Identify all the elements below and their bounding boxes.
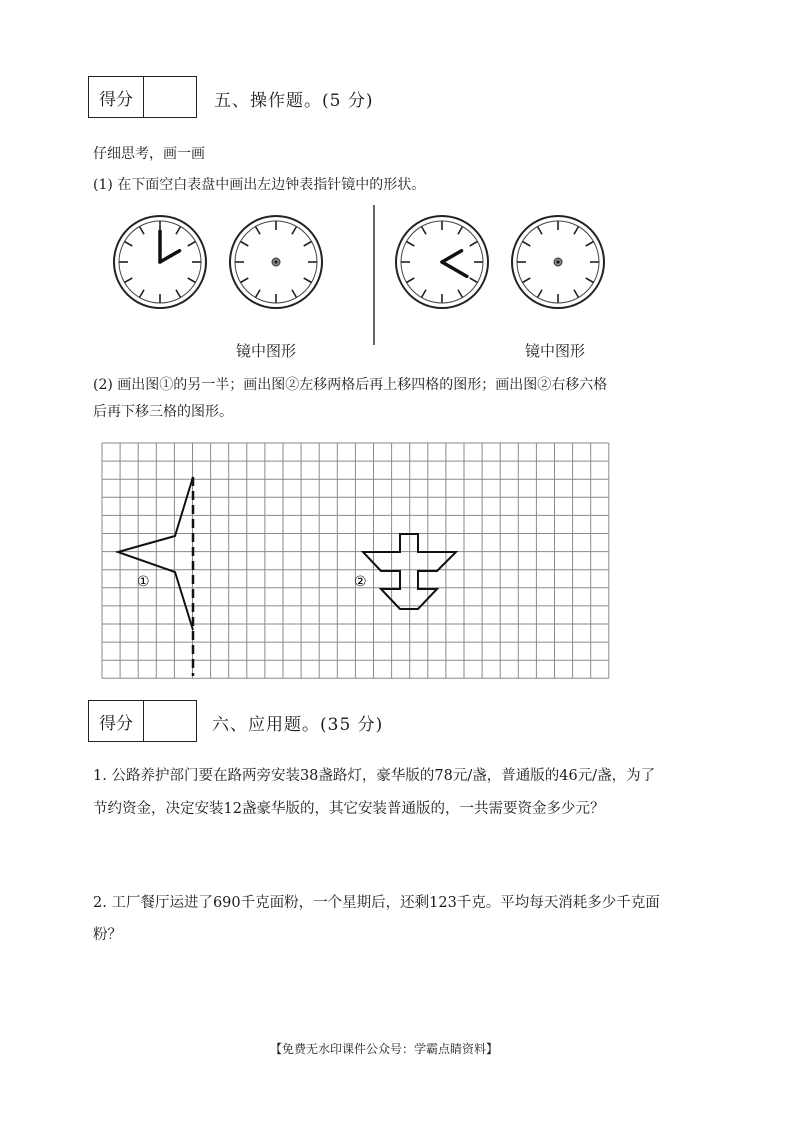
score-blank: [144, 77, 196, 117]
problem1-line2: 节约资金，决定安装12盏豪华版的，其它安装普通版的，一共需要资金多少元？: [93, 801, 605, 817]
mirror-label-1: 镜中图形: [236, 342, 297, 360]
figure1-label: ①: [137, 574, 150, 590]
problem1-line1: 1. 公路养护部门要在路两旁安装38盏路灯，豪华版的78元/盏，普通版的46元/盏，为了: [93, 768, 656, 784]
score-blank: [144, 701, 196, 741]
problem2-line2: 粉？: [93, 927, 122, 943]
figure2-label: ②: [354, 574, 367, 590]
section5-title: 五、操作题。(5 分): [214, 91, 374, 111]
grid-figure: [100, 441, 610, 689]
score-label: 得分: [89, 701, 144, 741]
score-box-section6: [88, 700, 197, 742]
clock-original-1: [114, 216, 206, 308]
clock-blank-2: [512, 216, 604, 308]
section6-title: 六、应用题。(35 分): [212, 715, 384, 735]
question1-text: (1) 在下面空白表盘中画出左边钟表指针镜中的形状。: [93, 177, 426, 193]
clocks-figure: [100, 200, 720, 350]
footer-note: 【免费无水印课件公众号：学霸点睛资料】: [270, 1042, 499, 1056]
clock-original-2: [396, 216, 488, 308]
score-label: 得分: [89, 77, 144, 117]
score-box-section5: [88, 76, 197, 118]
question2-line2: 后再下移三格的图形。: [93, 404, 233, 420]
question2-line1: (2) 画出图①的另一半；画出图②左移两格后再上移四格的图形；画出图②右移六格: [93, 377, 608, 393]
clock-blank-1: [230, 216, 322, 308]
problem2-line1: 2. 工厂餐厅运进了690千克面粉，一个星期后，还剩123千克。平均每天消耗多少千克面: [93, 895, 660, 911]
section5-intro: 仔细思考，画一画: [93, 146, 205, 162]
mirror-label-2: 镜中图形: [525, 342, 586, 360]
figure1-half-star: [118, 477, 193, 630]
